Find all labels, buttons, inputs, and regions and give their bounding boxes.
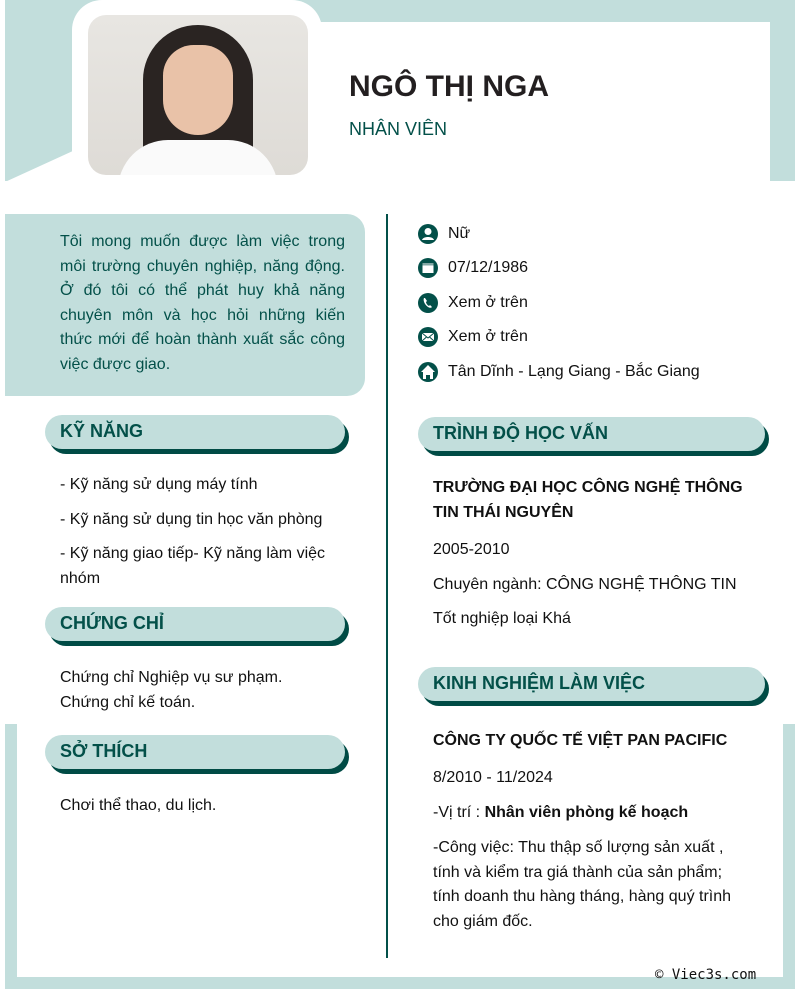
birthdate-text: 07/12/1986 <box>448 259 529 276</box>
education-school: TRƯỜNG ĐẠI HỌC CÔNG NGHỆ THÔNG TIN THÁI NGUYÊN <box>433 479 743 521</box>
education-heading: TRÌNH ĐỘ HỌC VẤN <box>418 417 765 451</box>
experience-period: 8/2010 - 11/2024 <box>433 769 553 786</box>
address-text: Tân Dĩnh - Lạng Giang - Bắc Giang <box>448 363 700 380</box>
phone-icon <box>418 293 438 313</box>
email-icon <box>418 327 438 347</box>
photo-face <box>163 45 233 135</box>
experience-heading: KINH NGHIỆM LÀM VIỆC <box>418 667 765 701</box>
calendar-icon <box>418 258 438 278</box>
info-address <box>418 362 700 382</box>
home-icon <box>418 362 438 382</box>
certificates-heading: CHỨNG CHỈ <box>45 607 345 641</box>
skills-heading: KỸ NĂNG <box>45 415 345 449</box>
hobbies-text: Chơi thể thao, du lịch. <box>60 797 217 814</box>
info-gender <box>418 224 470 244</box>
experience-position <box>433 801 688 826</box>
skill-item: - Kỹ năng sử dụng tin học văn phòng <box>60 510 323 528</box>
certificates-list <box>60 666 360 715</box>
skill-item: - Kỹ năng giao tiếp- Kỹ năng làm việc nhóm <box>60 545 326 587</box>
hobbies-heading: SỞ THÍCH <box>45 735 345 769</box>
skill-item: - Kỹ năng sử dụng máy tính <box>60 476 258 493</box>
profile-photo <box>88 15 308 175</box>
info-phone <box>418 293 528 313</box>
info-email <box>418 327 528 347</box>
candidate-name: NGÔ THỊ NGA <box>349 70 549 103</box>
objective-text: Tôi mong muốn được làm việc trong môi trường chuyên nghiệp, năng động. Ở đó tôi có thể phát huy khả năng chuyên môn và học hỏi những kiến thức mới để hoàn thành xuất sắc công việc được giao. <box>5 214 365 396</box>
education-grade: Tốt nghiệp loại Khá <box>433 610 571 627</box>
experience-company: CÔNG TY QUỐC TẾ VIỆT PAN PACIFIC <box>433 732 728 749</box>
footer-copyright: © Viec3s.com <box>655 967 757 983</box>
info-birthdate <box>418 258 528 278</box>
column-divider <box>386 214 388 958</box>
phone-text: Xem ở trên <box>448 294 528 311</box>
email-text: Xem ở trên <box>448 328 528 345</box>
experience-duties: -Công việc: Thu thập số lượng sản xuất , tính và kiểm tra giá thành của sản phẩm; tính doanh thu hàng tháng, hàng quý trình cho giám đốc. <box>433 839 732 930</box>
photo-shirt <box>118 140 278 175</box>
gender-text: Nữ <box>448 225 471 242</box>
user-icon <box>418 224 438 244</box>
position-value: Nhân viên phòng kế hoạch <box>484 804 689 821</box>
skills-list <box>60 473 360 591</box>
education-major: Chuyên ngành: CÔNG NGHỆ THÔNG TIN <box>433 576 737 593</box>
candidate-role: NHÂN VIÊN <box>349 119 448 139</box>
certificate-item: Chứng chỉ kế toán. <box>60 693 196 711</box>
education-years: 2005-2010 <box>433 541 510 558</box>
position-label: -Vị trí : <box>433 804 485 821</box>
certificate-item: Chứng chỉ Nghiệp vụ sư phạm. <box>60 669 283 686</box>
